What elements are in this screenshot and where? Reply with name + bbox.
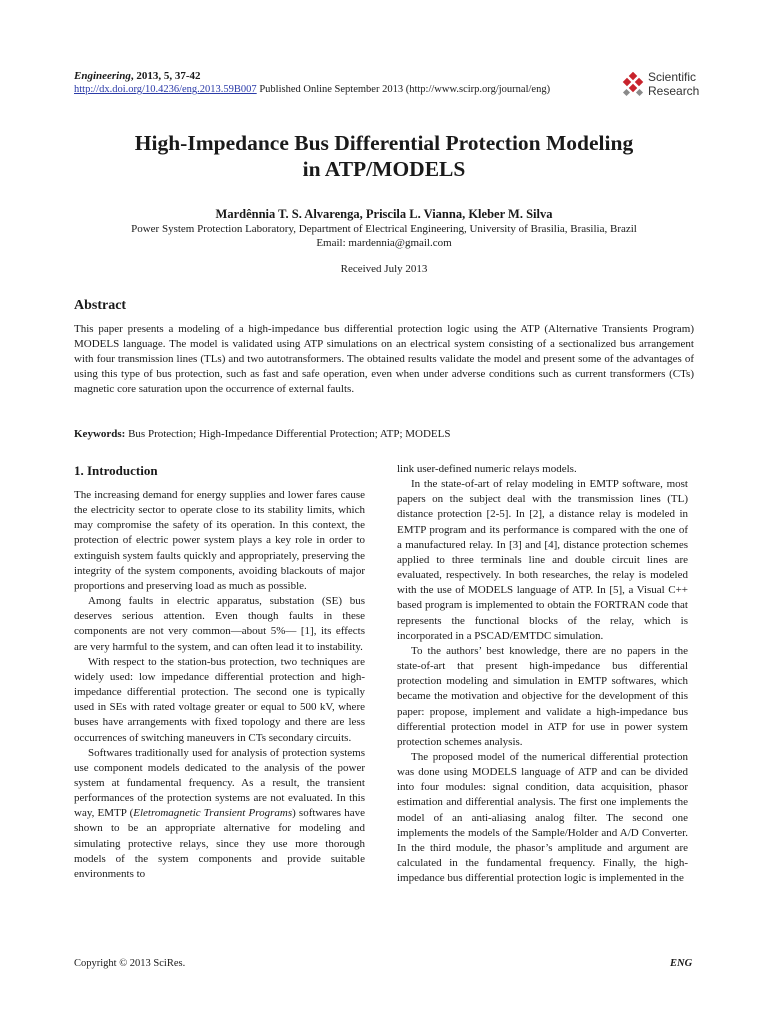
logo-line-2: Research xyxy=(648,84,700,98)
keywords-line xyxy=(74,428,694,440)
title-line-2: in ATP/MODELS xyxy=(302,157,466,181)
emphasis-text: Eletromagnetic Transient Programs xyxy=(133,807,293,820)
paragraph: In the state-of-art of relay modeling in EMTP software, most papers on the subject deal with the transmission lines (TL) distance protection [2-5]. In [2], a distance relay is modeled in EMTP program and its performance is compared with the one of a manufactured relay. In [3] and [4], distance protection schemes applied to three terminals line and double circuit lines are evaluated, respectively. In both researches, the relay is modeled with the use of MODELS language of ATP. In [5], a Visual C++ based program is implemented to obtain the FORTRAN code that represents the functional blocks of the relay, which is incorporated in a PSCAD/EMTDC simulation. xyxy=(397,478,688,642)
logo-line-1: Scientific xyxy=(648,70,697,84)
doi-line xyxy=(74,84,550,95)
paragraph: With respect to the station-bus protection, two techniques are widely used: low impedance differential protection and high-impedance differential protection. The second one is typically used in SEs with rated voltage greater or equal to 500 kV, where buses have arrangements with fixed topology and there are less occurrences of switching maneuvers in CTs secondary circuits. xyxy=(74,655,365,744)
paragraph: To the authors’ best knowledge, there are no papers in the state-of-art that present high-impedance bus differential protection modeling and simulation in EMTP softwares, which became the motivation and objective for the development of this paper: propose, implement and validate a high-impedance bus differential protection model in ATP for use in power system protection schemes analysis. xyxy=(397,644,688,748)
left-column xyxy=(74,488,365,882)
doi-link[interactable]: http://dx.doi.org/10.4236/eng.2013.59B007 xyxy=(74,84,257,95)
paper-title xyxy=(60,130,708,182)
paragraph: The proposed model of the numerical differential protection was done using MODELS language of ATP and can be divided into four modules: signal condition, data acquisition, phasor estimation and differential analysis. The first one implements the model of an anti-aliasing analog filter. The second one implements the models of the Sample/Holder and A/D Converter. In the third module, the phasor’s amplitude and argument are calculated in the fundamental frequency. Finally, the high-impedance bus differential protection logic is implemented in the xyxy=(397,750,688,885)
paragraph xyxy=(74,746,365,882)
journal-name: Engineering xyxy=(74,70,131,82)
right-column xyxy=(397,462,688,886)
paragraph: The increasing demand for energy supplies and lower fares cause the electricity sector to operate close to its stability limits, which may compromise the safety of its operation. In this context, the protection of electric power system plays a key role in order to extinguish system faults quickly and appropriately, preserving the integrity of the system components, avoiding blackouts of major proportions and preserving load as much as possible. xyxy=(74,489,365,592)
scirp-logo xyxy=(620,70,700,102)
scirp-logo-icon xyxy=(620,72,646,98)
title-line-1: High-Impedance Bus Differential Protection Modeling xyxy=(134,131,634,155)
logo-wordmark xyxy=(648,70,699,98)
paragraph: link user-defined numeric relays models. xyxy=(397,463,577,475)
author-email: Email: mardennia@gmail.com xyxy=(316,237,452,249)
affiliation-block xyxy=(60,222,708,250)
journal-citation xyxy=(74,70,201,82)
affiliation: Power System Protection Laboratory, Department of Electrical Engineering, University of Brasilia, Brasilia, Brazil xyxy=(131,223,637,235)
received-date: Received July 2013 xyxy=(340,263,428,275)
keywords-label: Keywords: xyxy=(74,428,126,440)
keywords-text: Bus Protection; High-Impedance Differential Protection; ATP; MODELS xyxy=(125,428,451,440)
abstract-text: This paper presents a modeling of a high-impedance bus differential protection logic using the ATP (Alternative Transients Program) MODELS language. The model is validated using ATP simulations on an electrical system consisting of a sectionalized bus arrangement with four transmission lines (TLs) and two autotransformers. The obtained results validate the model and present some of the advantages of using this type of bus protection, such as fast and safe operation, even when under adverse conditions such as current transformers (CTs) magnetic core saturation upon the occurrence of external faults. xyxy=(74,323,694,395)
journal-abbreviation: ENG xyxy=(670,958,693,969)
copyright-notice: Copyright © 2013 SciRes. xyxy=(74,958,186,969)
author-list: Mardênnia T. S. Alvarenga, Priscila L. Vianna, Kleber M. Silva xyxy=(215,207,553,221)
abstract-heading: Abstract xyxy=(74,298,127,313)
published-info: Published Online September 2013 (http://www.scirp.org/journal/eng) xyxy=(256,84,551,95)
journal-volume: , 2013, 5, 37-42 xyxy=(130,70,201,82)
section-heading-introduction: 1. Introduction xyxy=(74,463,158,478)
paragraph: Among faults in electric apparatus, substation (SE) bus deserves serious attention. Even though faults in these components are not very common—about 5%— [1], its effects are very harmful to the system, and can often lead it to instability. xyxy=(74,595,365,653)
paragraph-text: Softwares traditionally used for analysis of protection systems use component models dedicated to the analysis of the power system at fundamental frequency. As a result, the transient performances of the protection systems are not evaluated. In this way, EMTP ( xyxy=(74,746,365,820)
paragraph-text: ) softwares have shown to be an appropriate alternative for modeling and simulating protective relays, since they use more thorough models of the system components and provide suitable environments to xyxy=(74,807,365,880)
